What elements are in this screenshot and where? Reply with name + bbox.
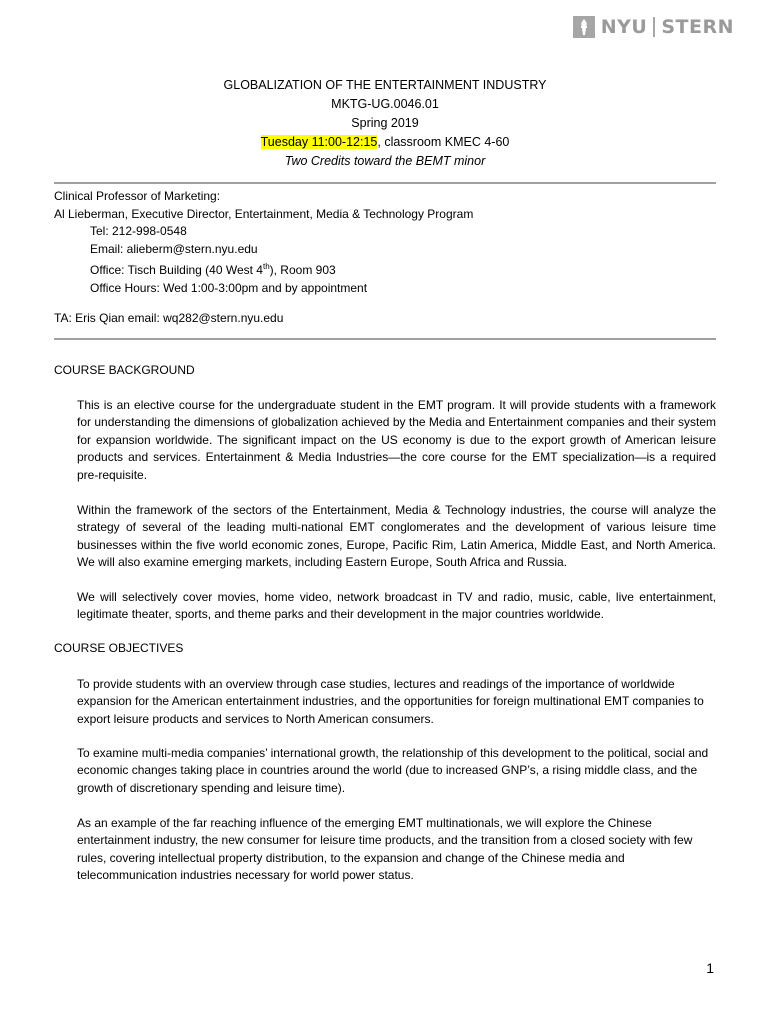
- course-title: GLOBALIZATION OF THE ENTERTAINMENT INDUSTRY: [223, 78, 547, 92]
- nyu-stern-logo: [573, 16, 734, 38]
- background-paragraph-2: Within the framework of the sectors of the Entertainment, Media & Technology industries, the course will analyze the strategy of several of the leading multi-national EMT conglomerates and the development of various leisure time businesses within the five world economic zones, Europe, Pacific Rim, Latin America, Middle East, and North America. We will also examine emerging markets, including Eastern Europe, South Africa and Russia.: [77, 503, 716, 570]
- instructor-email: Email: alieberm@stern.nyu.edu: [90, 241, 258, 256]
- section-title-objectives: COURSE OBJECTIVES: [54, 641, 184, 655]
- logo-stern-text: STERN: [661, 16, 734, 38]
- course-term: Spring 2019: [351, 116, 419, 130]
- background-paragraph-3: We will selectively cover movies, home video, network broadcast in TV and radio, music, cable, live entertainment, legitimate theater, sports, and theme parks and their development in the major countries worldwide.: [77, 590, 716, 622]
- logo-divider: [653, 17, 655, 37]
- course-schedule: [0, 133, 770, 152]
- objectives-paragraph-3: As an example of the far reaching influence of the emerging EMT multinationals, we will explore the Chinese entertainment industry, the new consumer for leisure time products, and the transition from a closed society with few rules, covering intellectual property distribution, to the expansion and change of the Chinese media and telecommunication industries necessary for world power status.: [77, 816, 693, 883]
- divider-top: [54, 182, 716, 184]
- instructor-role: Clinical Professor of Marketing:: [54, 189, 221, 203]
- schedule-location: , classroom KMEC 4-60: [377, 135, 510, 149]
- course-credits: Two Credits toward the BEMT minor: [284, 154, 486, 168]
- objectives-paragraph-1: To provide students with an overview through case studies, lectures and readings of the importance of worldwide expansion for the American entertainment industries, and the opportunities for foreign multinational EMT companies to export leisure products and services to North American consumers.: [77, 677, 704, 726]
- instructor-office: Office: Tisch Building (40 West 4th), Room 903: [90, 262, 336, 277]
- ta-contact: TA: Eris Qian email: wq282@stern.nyu.edu: [54, 311, 284, 325]
- divider-middle: [54, 338, 716, 340]
- instructor-name: Al Lieberman, Executive Director, Entertainment, Media & Technology Program: [54, 206, 474, 221]
- schedule-highlight: Tuesday 11:00-12:15: [260, 135, 378, 149]
- instructor-hours: Office Hours: Wed 1:00-3:00pm and by appointment: [90, 280, 368, 295]
- instructor-tel: Tel: 212-998-0548: [90, 224, 187, 238]
- objectives-paragraph-2: To examine multi-media companies’ international growth, the relationship of this development to the political, social and economic changes taking place in countries around the world (due to increased GNP’s, a rising middle class, and the growth of discretionary spending and leisure time).: [77, 746, 709, 795]
- page-number: 1: [706, 960, 714, 976]
- torch-icon: [573, 16, 595, 38]
- course-code: MKTG-UG.0046.01: [331, 97, 439, 111]
- instructor-contact: [54, 188, 714, 297]
- course-header: [0, 76, 770, 171]
- logo-nyu-text: NYU: [600, 16, 648, 38]
- section-title-background: COURSE BACKGROUND: [54, 363, 195, 377]
- background-paragraph-1: This is an elective course for the undergraduate student in the EMT program. It will provide students with a framework for understanding the dimensions of globalization achieved by the Media and Entertainment companies and their system for expansion worldwide. The significant impact on the US economy is due to the export growth of American leisure products and services. Entertainment & Media Industries—the core course for the EMT specialization—is a required pre-requisite.: [77, 398, 716, 482]
